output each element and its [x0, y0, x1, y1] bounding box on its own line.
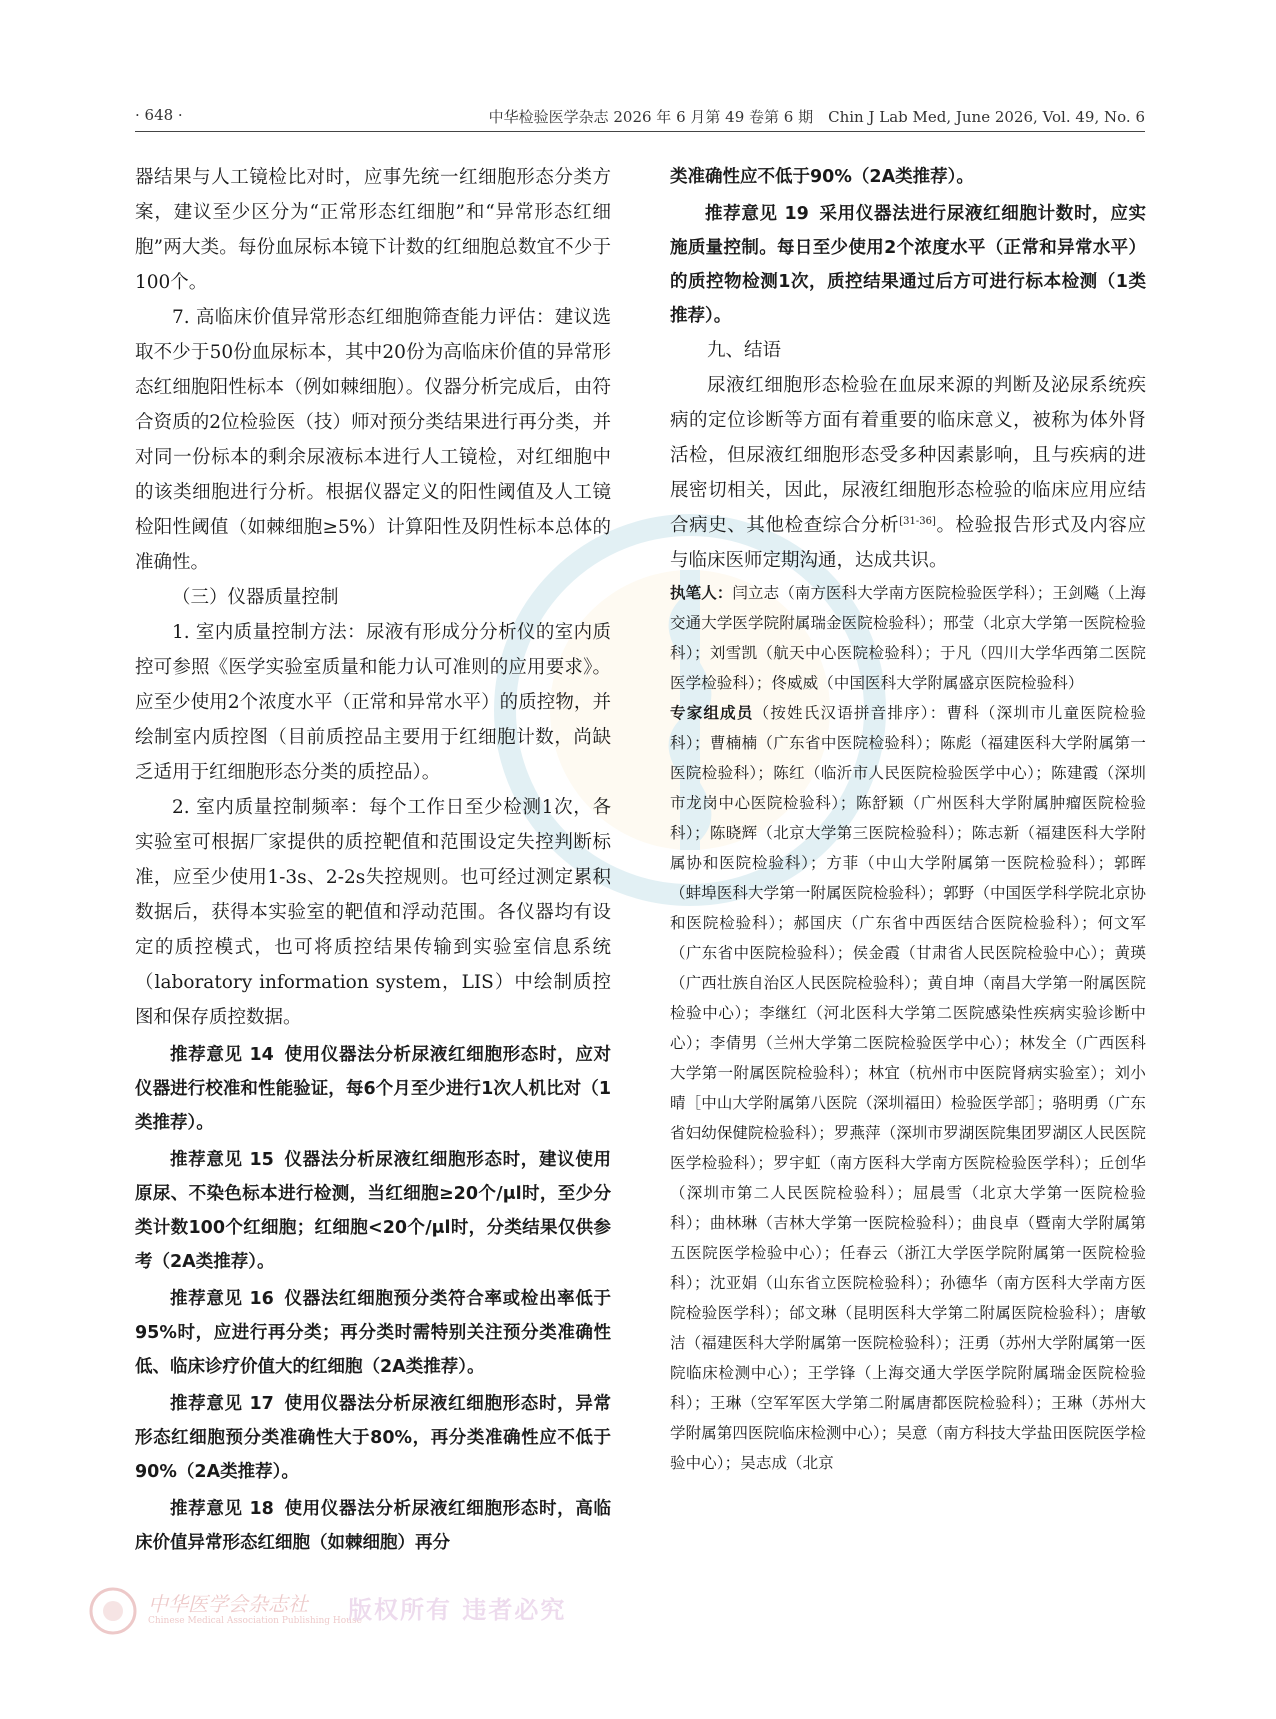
recommendation-18: [135, 1492, 611, 1560]
recommendation-16: [135, 1282, 611, 1384]
recommendation-text: 仪器法红细胞预分类符合率或检出率低于95%时，应进行再分类；再分类时需特别关注预分类准确性低、临床诊疗价值大的红细胞（2A类推荐）。: [135, 1289, 611, 1377]
citation-ref: [31-36]: [899, 515, 936, 527]
recommendation-label: 推荐意见 14: [170, 1045, 274, 1065]
recommendation-text: 使用仪器法分析尿液红细胞形态时，高临床价值异常形态红细胞（如棘细胞）再分: [135, 1499, 611, 1553]
left-column: [135, 160, 611, 1560]
experts-list: [670, 698, 1146, 1478]
recommendation-label: 推荐意见 15: [170, 1150, 274, 1170]
publisher-logo-icon: [88, 1586, 138, 1636]
conclusion-text: 尿液红细胞形态检验在血尿来源的判断及泌尿系统疾病的定位诊断等方面有着重要的临床意义，被称为体外肾活检，但尿液红细胞形态受多种因素影响，且与疾病的进展密切相关，因此，尿液红细胞形态检验的临床应用应结合病史、其他检查综合分析: [670, 375, 1146, 536]
conclusion-paragraph: [670, 368, 1146, 578]
recommendation-label: 推荐意见 19: [705, 204, 809, 224]
header-divider: [135, 131, 1145, 132]
publisher-watermark: [88, 1586, 608, 1646]
recommendation-text: 采用仪器法进行尿液红细胞计数时，应实施质量控制。每日至少使用2个浓度水平（正常和异常水平）的质控物检测1次，质控结果通过后方可进行标本检测（1类推荐）。: [670, 204, 1146, 326]
recommendation-text: 仪器法分析尿液红细胞形态时，建议使用原尿、不染色标本进行检测，当红细胞≥20个/μl时，至少分类计数100个红细胞；红细胞<20个/μl时，分类结果仅供参考（2A类推荐）。: [135, 1150, 611, 1272]
recommendation-text: 使用仪器法分析尿液红细胞形态时，应对仪器进行校准和性能验证，每6个月至少进行1次人机比对（1类推荐）。: [135, 1045, 611, 1133]
publisher-name-en: Chinese Medical Association Publishing House: [148, 1616, 362, 1626]
section-heading: 九、结语: [707, 340, 782, 361]
recommendation-14: [135, 1038, 611, 1140]
recommendation-label: 推荐意见 16: [170, 1289, 274, 1309]
experts-label: 专家组成员: [670, 704, 754, 722]
paragraph: 1. 室内质量控制方法：尿液有形成分分析仪的室内质控可参照《医学实验室质量和能力认可准则的应用要求》。应至少使用2个浓度水平（正常和异常水平）的质控物，并绘制室内质控图（目前质控品主要用于红细胞计数，尚缺乏适用于红细胞形态分类的质控品）。: [135, 622, 611, 783]
right-column: [670, 160, 1146, 1478]
recommendation-19: [670, 197, 1146, 333]
recommendation-label: 推荐意见 17: [170, 1394, 274, 1414]
authors-list: [670, 578, 1146, 698]
running-header: [135, 106, 1145, 128]
conclusion-text: 。检验报告形式及内容应与临床医师定期沟通，达成共识。: [670, 515, 1146, 571]
authors-text: 闫立志（南方医科大学南方医院检验医学科）；王剑飚（上海交通大学医学院附属瑞金医院检验科）；邢莹（北京大学第一医院检验科）；刘雪凯（航天中心医院检验科）；于凡（四川大学华西第二医院医学检验科）；佟威威（中国医科大学附属盛京医院检验科）: [670, 584, 1146, 692]
journal-citation: 中华检验医学杂志 2026 年 6 月第 49 卷第 6 期 Chin J Lab Med, June 2026, Vol. 49, No. 6: [488, 108, 1145, 126]
paragraph: 2. 室内质量控制频率：每个工作日至少检测1次，各实验室可根据厂家提供的质控靶值和范围设定失控判断标准，应至少使用1-3s、2-2s失控规则。也可经过测定累积数据后，获得本实验室的靶值和浮动范围。各仪器均有设定的质控模式，也可将质控结果传输到实验室信息系统（laboratory information system，LIS）中绘制质控图和保存质控数据。: [135, 797, 611, 1028]
page-number: · 648 ·: [135, 106, 183, 124]
copyright-slogan: 版权所有 违者必究: [348, 1595, 567, 1624]
recommendation-text: 使用仪器法分析尿液红细胞形态时，异常形态红细胞预分类准确性大于80%，再分类准确性应不低于90%（2A类推荐）。: [135, 1394, 611, 1482]
recommendation-label: 推荐意见 18: [170, 1499, 274, 1519]
section-heading: （三）仪器质量控制: [172, 587, 339, 608]
authors-label: 执笔人：: [670, 584, 733, 602]
experts-text: （按姓氏汉语拼音排序）：曹科（深圳市儿童医院检验科）；曹楠楠（广东省中医院检验科）；陈彪（福建医科大学附属第一医院检验科）；陈红（临沂市人民医院检验医学中心）；陈建霞（深圳市龙岗中心医院检验科）；陈舒颖（广州医科大学附属肿瘤医院检验科）；陈晓辉（北京大学第三医院检验科）；陈志新（福建医科大学附属协和医院检验科）；方菲（中山大学附属第一医院检验科）；郭晖（蚌埠医科大学第一附属医院检验科）；郭野（中国医学科学院北京协和医院检验科）；郝国庆（广东省中西医结合医院检验科）；何文军（广东省中医院检验科）；侯金霞（甘肃省人民医院检验中心）；黄瑛（广西壮族自治区人民医院检验科）；黄自坤（南昌大学第一附属医院检验中心）；李继红（河北医科大学第二医院感染性疾病实验诊断中心）；李倩男（兰州大学第二医院检验医学中心）；林发全（广西医科大学第一附属医院检验科）；林宜（杭州市中医院肾病实验室）；刘小晴［中山大学附属第八医院（深圳福田）检验医学部］；骆明勇（广东省妇幼保健院检验科）；罗燕萍（深圳市罗湖医院集团罗湖区人民医院医学检验科）；罗宇虹（南方医科大学南方医院检验医学科）；丘创华（深圳市第二人民医院检验科）；屈晨雪（北京大学第一医院检验科）；曲林琳（吉林大学第一医院检验科）；曲良卓（暨南大学附属第五医院医学检验中心）；任春云（浙江大学医学院附属第一医院检验科）；沈亚娟（山东省立医院检验科）；孙德华（南方医科大学南方医院检验医学科）；邰文琳（昆明医科大学第二附属医院检验科）；唐敏洁（福建医科大学附属第一医院检验科）；汪勇（苏州大学附属第一医院临床检测中心）；王学锋（上海交通大学医学院附属瑞金医院检验科）；王琳（空军军医大学第二附属唐都医院检验科）；王琳（苏州大学附属第四医院临床检测中心）；吴意（南方科技大学盐田医院医学检验中心）；吴志成（北京: [670, 704, 1146, 1472]
paragraph: 器结果与人工镜检比对时，应事先统一红细胞形态分类方案，建议至少区分为“正常形态红细胞”和“异常形态红细胞”两大类。每份血尿标本镜下计数的红细胞总数宜不少于100个。: [135, 167, 611, 293]
paragraph: 7. 高临床价值异常形态红细胞筛查能力评估：建议选取不少于50份血尿标本，其中20份为高临床价值的异常形态红细胞阳性标本（例如棘细胞）。仪器分析完成后，由符合资质的2位检验医（技）师对预分类结果进行再分类，并对同一份标本的剩余尿液标本进行人工镜检，对红细胞中的该类细胞进行分析。根据仪器定义的阳性阈值及人工镜检阳性阈值（如棘细胞≥5%）计算阳性及阴性标本总体的准确性。: [135, 307, 611, 573]
publisher-name: 中华医学会杂志社: [148, 1592, 308, 1616]
recommendation-18-continued: 类准确性应不低于90%（2A类推荐）。: [670, 167, 974, 187]
recommendation-15: [135, 1143, 611, 1279]
recommendation-17: [135, 1387, 611, 1489]
